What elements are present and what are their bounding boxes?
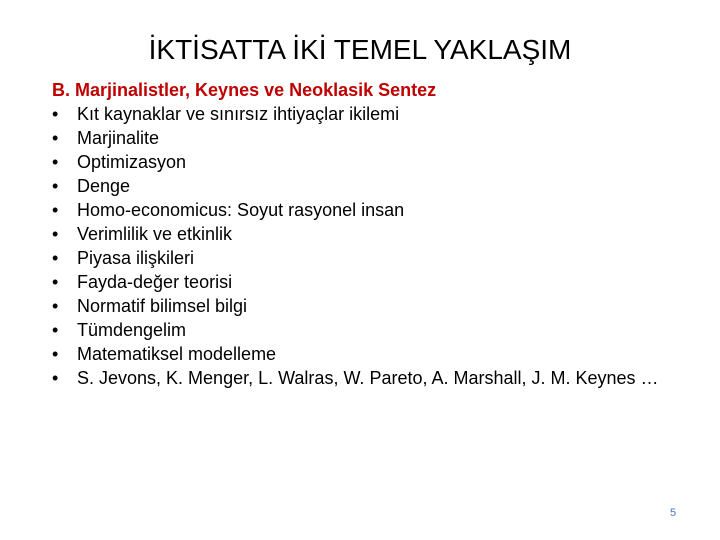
list-item [52,222,672,246]
bullet-marker: • [52,296,59,316]
slide-content [52,78,672,390]
bullet-text: Denge [77,176,131,196]
bullet-marker: • [52,272,59,292]
section-heading: B. Marjinalistler, Keynes ve Neoklasik Sentez [52,80,437,100]
list-item [52,246,672,270]
bullet-marker: • [52,248,59,268]
bullet-marker: • [52,344,59,364]
bullet-marker: • [52,368,59,388]
list-item [52,342,672,366]
bullet-marker: • [52,224,59,244]
bullet-text: Homo-economicus: Soyut rasyonel insan [77,200,405,220]
bullet-list [52,102,672,390]
bullet-marker: • [52,152,59,172]
slide-title: İKTİSATTA İKİ TEMEL YAKLAŞIM [148,34,572,65]
bullet-text: Normatif bilimsel bilgi [77,296,248,316]
list-item [52,102,672,126]
bullet-text: S. Jevons, K. Menger, L. Walras, W. Pareto, A. Marshall, J. M. Keynes … [77,368,659,388]
page-number: 5 [669,507,677,519]
bullet-marker: • [52,104,59,124]
bullet-text: Kıt kaynaklar ve sınırsız ihtiyaçlar ikilemi [77,104,400,124]
list-item [52,198,672,222]
bullet-text: Optimizasyon [77,152,187,172]
bullet-text: Matematiksel modelleme [77,344,277,364]
list-item [52,318,672,342]
bullet-marker: • [52,200,59,220]
bullet-text: Tümdengelim [77,320,187,340]
bullet-text: Piyasa ilişkileri [77,248,195,268]
list-item [52,150,672,174]
bullet-text: Fayda-değer teorisi [77,272,233,292]
bullet-text: Verimlilik ve etkinlik [77,224,233,244]
bullet-text: Marjinalite [77,128,160,148]
list-item [52,174,672,198]
list-item [52,270,672,294]
bullet-marker: • [52,128,59,148]
list-item [52,126,672,150]
list-item [52,294,672,318]
bullet-marker: • [52,176,59,196]
bullet-marker: • [52,320,59,340]
list-item [52,366,672,390]
